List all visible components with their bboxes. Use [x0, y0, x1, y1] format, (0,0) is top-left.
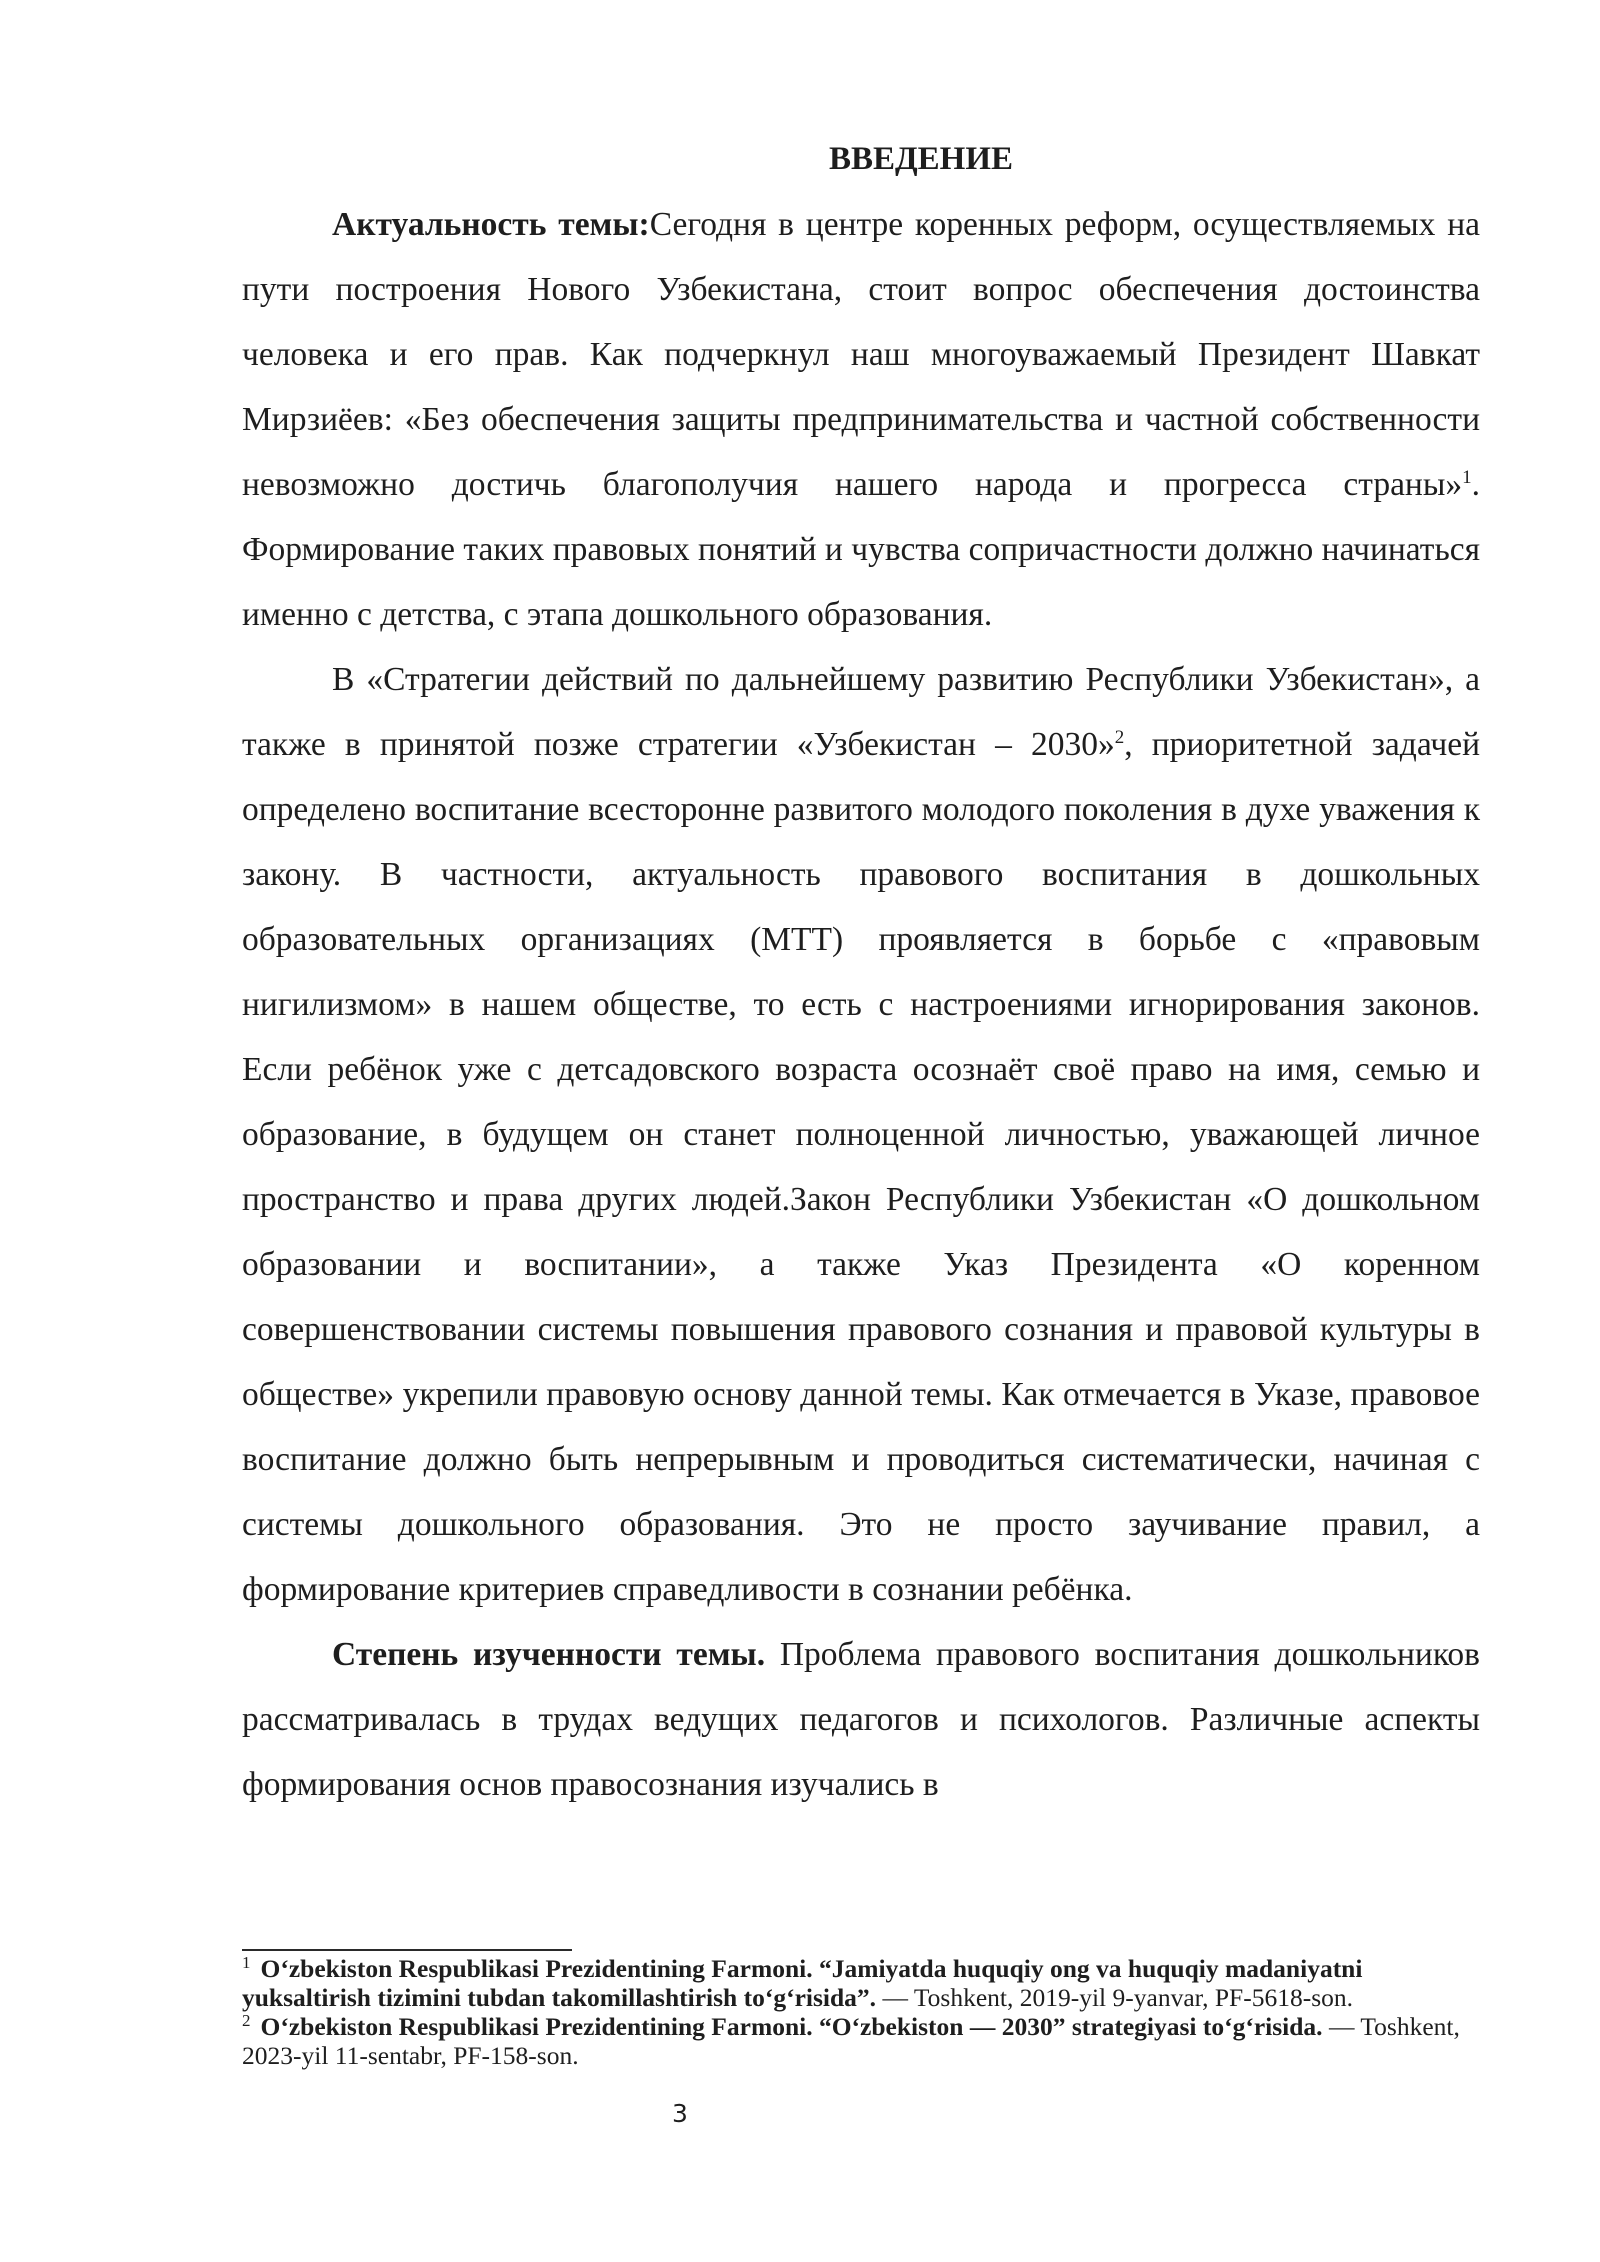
- paragraph-text: Проблема правового воспитания дошкольников рассматривалась в трудах ведущих педагогов и психологов. Различные аспекты формирования основ правосознания изучались в: [242, 1636, 1480, 1803]
- paragraph-text: . Формирование таких правовых понятий и чувства сопричастности должно начинаться именно с детства, с этапа дошкольного образования.: [242, 466, 1480, 633]
- footnote-number: 1: [242, 1952, 251, 1972]
- footnote-item: [242, 1954, 1482, 2012]
- page-title: ВВЕДЕНИЕ: [828, 141, 1014, 177]
- footnote-details: — Toshkent, 2023-yil 11-sentabr, PF-158-son.: [242, 2012, 1460, 2070]
- footnote-details: — Toshkent, 2019-yil 9-yanvar, PF-5618-son.: [876, 1983, 1354, 2012]
- paragraph-lead: Актуальность темы:: [332, 206, 650, 243]
- body-text: [242, 126, 1480, 1817]
- paragraph-lead: Степень изученности темы.: [332, 1636, 766, 1673]
- paragraph-text: Сегодня в центре коренных реформ, осуществляемых на пути построения Нового Узбекистана, стоит вопрос обеспечения достоинства человека и его прав. Как подчеркнул наш многоуважаемый Президент Шавкат Мирзиёев: «Без обеспечения защиты предпринимательства и частной собственности невозможно достичь благополучия нашего народа и прогресса страны»: [242, 206, 1481, 503]
- paragraph-text: , приоритетной задачей определено воспитание всесторонне развитого молодого поколения в духе уважения к закону. В частности, актуальность правового воспитания в дошкольных образовательных организациях (МТТ) проявляется в борьбе с «правовым нигилизмом» в нашем обществе, то есть с настроениями игнорирования законов. Если ребёнок уже с детсадовского возраста осознаёт своё право на имя, семью и образование, в будущем он станет полноценной личностью, уважающей личное пространство и права других людей.Закон Республики Узбекистан «О дошкольном образовании и воспитании», а также Указ Президента «О коренном совершенствовании системы повышения правового сознания и правовой культуры в обществе» укрепили правовую основу данной темы. Как отмечается в Указе, правовое воспитание должно быть непрерывным и проводиться систематически, начиная с системы дошкольного образования. Это не просто заучивание правил, а формирование критериев справедливости в сознании ребёнка.: [242, 726, 1481, 1608]
- page-number: 3: [672, 2099, 688, 2128]
- footnote-ref[interactable]: 2: [1114, 726, 1125, 748]
- footnote-source: O‘zbekiston Respublikasi Prezidentining Farmoni. “O‘zbekiston — 2030” strategiyasi to‘g‘risida.: [260, 2012, 1323, 2041]
- footnote-number: 2: [242, 2010, 251, 2030]
- paragraph-strategy: [242, 647, 1480, 1622]
- paragraph-relevance: [242, 192, 1480, 647]
- footnote-item: [242, 2012, 1482, 2070]
- paragraph-text: В «Стратегии действий по дальнейшему развитию Республики Узбекистан», а также в принятой позже стратегии «Узбекистан – 2030»: [242, 661, 1480, 763]
- footnote-ref[interactable]: 1: [1462, 466, 1472, 488]
- footnote-source: O‘zbekiston Respublikasi Prezidentining Farmoni. “Jamiyatda huquqiy ong va huquqiy madaniyatni yuksaltirish tizimini tubdan takomillashtirish to‘g‘risida”.: [242, 1954, 1363, 2012]
- footnotes: [242, 1954, 1482, 2070]
- paragraph-study-degree: [242, 1622, 1480, 1817]
- footnote-separator: [242, 1949, 572, 1951]
